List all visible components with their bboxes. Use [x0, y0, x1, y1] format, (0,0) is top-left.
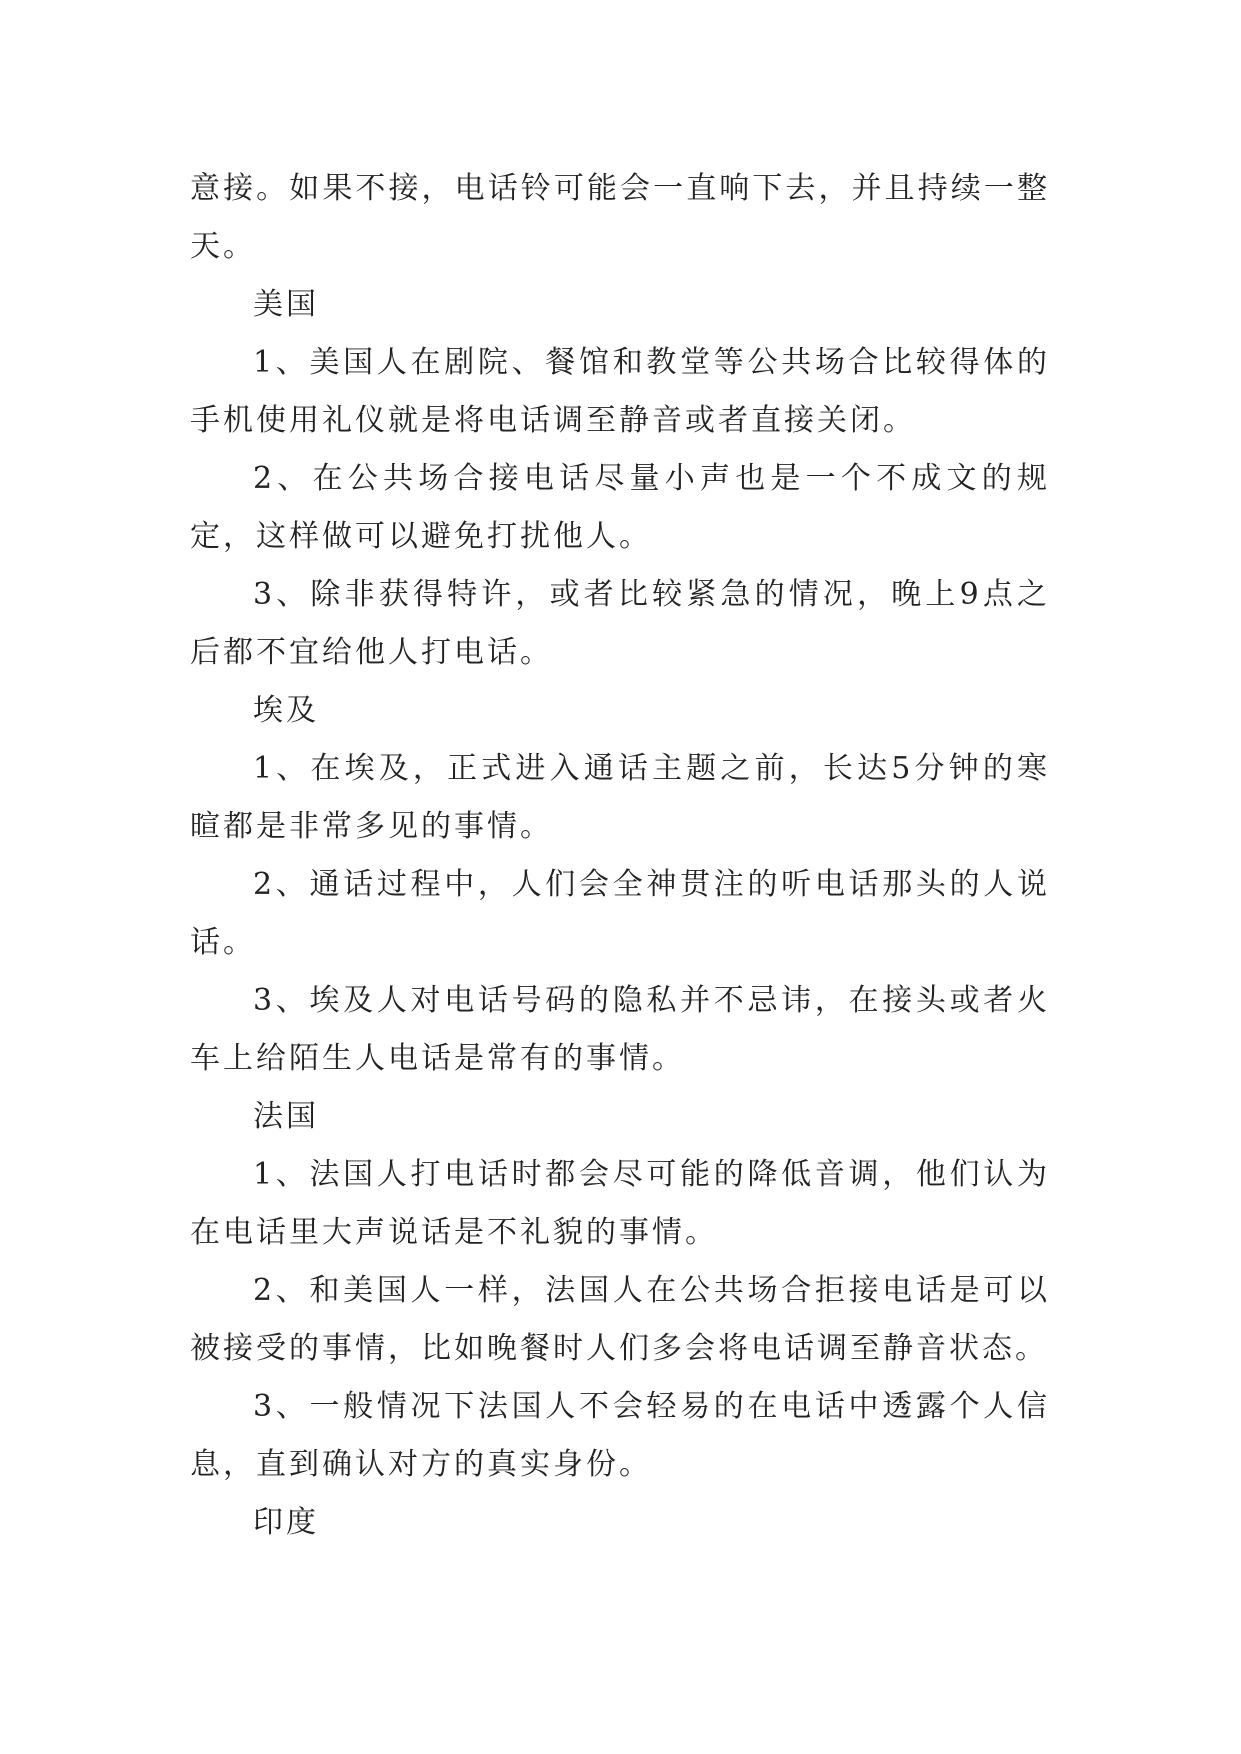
paragraph-continuation: 意接。如果不接，电话铃可能会一直响下去，并且持续一整天。 — [190, 171, 1050, 264]
paragraph-item: 1、美国人在剧院、餐馆和教堂等公共场合比较得体的手机使用礼仪就是将电话调至静音或者直接关闭。 — [190, 345, 1050, 438]
paragraph-item: 2、在公共场合接电话尽量小声也是一个不成文的规定，这样做可以避免打扰他人。 — [190, 461, 1050, 554]
paragraph-item: 3、埃及人对电话号码的隐私并不忌讳，在接头或者火车上给陌生人电话是常有的事情。 — [190, 983, 1050, 1076]
section-heading-egypt: 埃及 — [253, 693, 319, 728]
section-heading-france: 法国 — [253, 1099, 319, 1134]
paragraph-item: 3、除非获得特许，或者比较紧急的情况，晚上9点之后都不宜给他人打电话。 — [190, 577, 1050, 670]
paragraph-item: 2、和美国人一样，法国人在公共场合拒接电话是可以被接受的事情，比如晚餐时人们多会将电话调至静音状态。 — [190, 1273, 1050, 1366]
section-heading-usa: 美国 — [253, 287, 319, 322]
section-heading-india: 印度 — [253, 1505, 319, 1540]
paragraph-item: 1、在埃及，正式进入通话主题之前，长达5分钟的寒暄都是非常多见的事情。 — [190, 751, 1050, 844]
paragraph-item: 2、通话过程中，人们会全神贯注的听电话那头的人说话。 — [190, 867, 1050, 960]
paragraph-item: 1、法国人打电话时都会尽可能的降低音调，他们认为在电话里大声说话是不礼貌的事情。 — [190, 1157, 1050, 1250]
document-body — [190, 160, 1050, 1552]
paragraph-item: 3、一般情况下法国人不会轻易的在电话中透露个人信息，直到确认对方的真实身份。 — [190, 1389, 1050, 1482]
